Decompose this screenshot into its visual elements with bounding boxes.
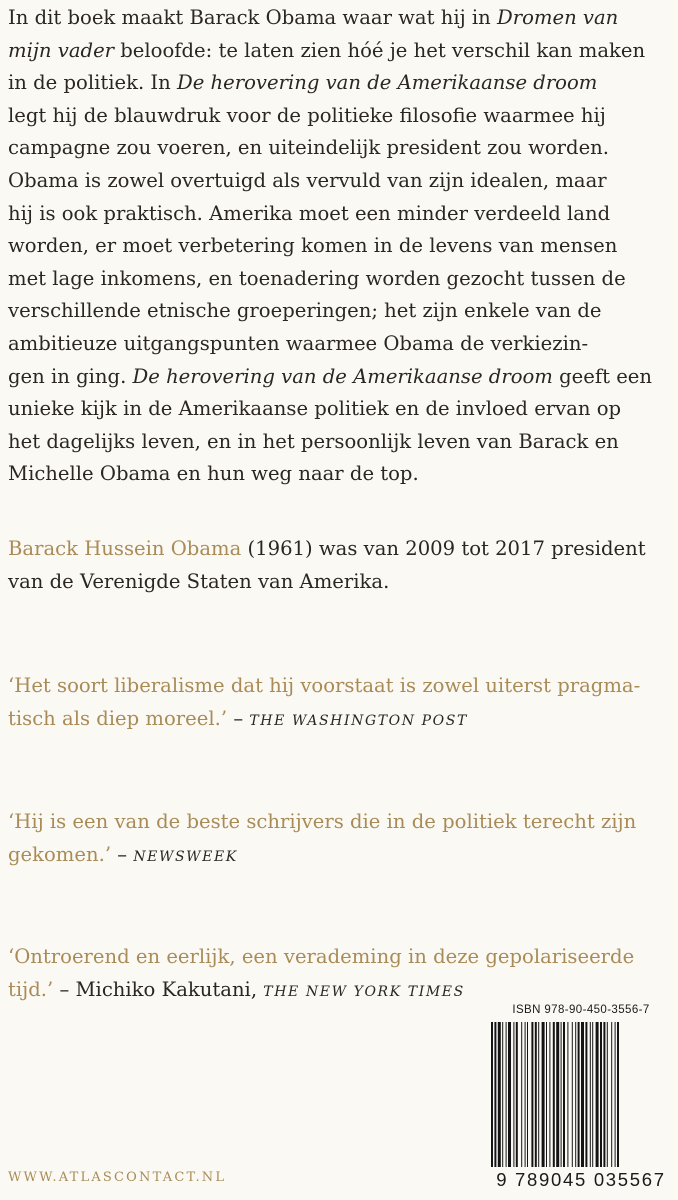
review-quote-2 bbox=[8, 806, 672, 873]
blurb-text: verschillende etnische groeperingen; het zijn enkele van de bbox=[8, 299, 602, 323]
book-title-italic: mijn vader bbox=[8, 38, 115, 62]
blurb-line bbox=[8, 263, 672, 296]
blurb-line bbox=[8, 35, 672, 68]
quote-text-line: ‘Hij is een van de beste schrijvers die in de politiek terecht zijn bbox=[8, 810, 637, 833]
blurb-line bbox=[8, 295, 672, 328]
blurb-text: ambitieuze uitgangspunten waarmee Obama de verkiezin- bbox=[8, 331, 589, 355]
author-bio-text: (1961) was van 2009 tot 2017 president bbox=[241, 537, 646, 560]
quote-dash: – bbox=[227, 706, 250, 730]
isbn-label: ISBN 978-90-450-3556-7 bbox=[512, 1004, 650, 1016]
quote-source: THE NEW YORK TIMES bbox=[263, 983, 465, 1000]
blurb-text: hij is ook praktisch. Amerika moet een minder verdeeld land bbox=[8, 201, 611, 225]
isbn-barcode bbox=[487, 1004, 675, 1200]
blurb-text: met lage inkomens, en toenadering worden gezocht tussen de bbox=[8, 266, 626, 290]
blurb-line bbox=[8, 393, 672, 426]
book-title-italic: De herovering van de Amerikaanse droom bbox=[132, 364, 553, 388]
blurb-line bbox=[8, 132, 672, 165]
quote-text-line: gekomen.’ bbox=[8, 842, 112, 866]
review-quote-3 bbox=[8, 941, 672, 1008]
author-bio bbox=[8, 533, 672, 598]
blurb-line bbox=[8, 458, 672, 491]
blurb-text: geeft een bbox=[552, 364, 653, 388]
book-title-italic: De herovering van de Amerikaanse droom bbox=[177, 71, 598, 95]
blurb-text: Michelle Obama en hun weg naar de top. bbox=[8, 462, 419, 486]
quote-text-line: tisch als diep moreel.’ bbox=[8, 706, 228, 730]
blurb-line bbox=[8, 328, 672, 361]
quote-dash: – bbox=[111, 842, 134, 866]
blurb-text: beloofde: te laten zien hóé je het verschil kan maken bbox=[114, 38, 646, 62]
quote-dash: – bbox=[53, 977, 76, 1001]
blurb-line bbox=[8, 198, 672, 231]
blurb-text: campagne zou voeren, en uiteindelijk president zou worden. bbox=[8, 136, 610, 160]
author-name: Barack Hussein Obama bbox=[8, 537, 242, 560]
quote-text-line: ‘Het soort liberalisme dat hij voorstaat is zowel uiterst pragma- bbox=[8, 674, 641, 697]
book-blurb bbox=[8, 2, 672, 491]
quote-source: NEWSWEEK bbox=[133, 848, 238, 865]
blurb-text: unieke kijk in de Amerikaanse politiek en de invloed ervan op bbox=[8, 397, 622, 421]
blurb-text: het dagelijks leven, en in het persoonlijk leven van Barack en bbox=[8, 429, 619, 453]
blurb-text: gen in ging. bbox=[8, 364, 133, 388]
quote-source: THE WASHINGTON POST bbox=[249, 712, 468, 729]
blurb-text: worden, er moet verbetering komen in de levens van mensen bbox=[8, 234, 618, 258]
quote-author: Michiko Kakutani, bbox=[75, 977, 264, 1001]
blurb-line bbox=[8, 2, 672, 35]
review-quote-1 bbox=[8, 670, 672, 737]
blurb-text: In dit boek maakt Barack Obama waar wat hij in bbox=[8, 6, 498, 29]
quote-text-line: tijd.’ bbox=[8, 977, 54, 1001]
author-bio-text-2: van de Verenigde Staten van Amerika. bbox=[8, 569, 390, 593]
blurb-text: in de politiek. In bbox=[8, 71, 178, 95]
barcode-digits: 9 789045 035567 bbox=[487, 1167, 675, 1193]
blurb-line bbox=[8, 426, 672, 459]
publisher-website[interactable]: WWW.ATLASCONTACT.NL bbox=[8, 1170, 227, 1185]
blurb-line bbox=[8, 165, 672, 198]
blurb-text: Obama is zowel overtuigd als vervuld van zijn idealen, maar bbox=[8, 168, 607, 192]
blurb-text: legt hij de blauwdruk voor de politieke filosofie waarmee hij bbox=[8, 103, 606, 127]
blurb-line bbox=[8, 100, 672, 133]
blurb-line bbox=[8, 230, 672, 263]
quote-text-line: ‘Ontroerend en eerlijk, een verademing in deze gepolariseerde bbox=[8, 945, 635, 968]
book-title-italic: Dromen van bbox=[497, 6, 619, 29]
blurb-line bbox=[8, 67, 672, 100]
blurb-line bbox=[8, 361, 672, 394]
